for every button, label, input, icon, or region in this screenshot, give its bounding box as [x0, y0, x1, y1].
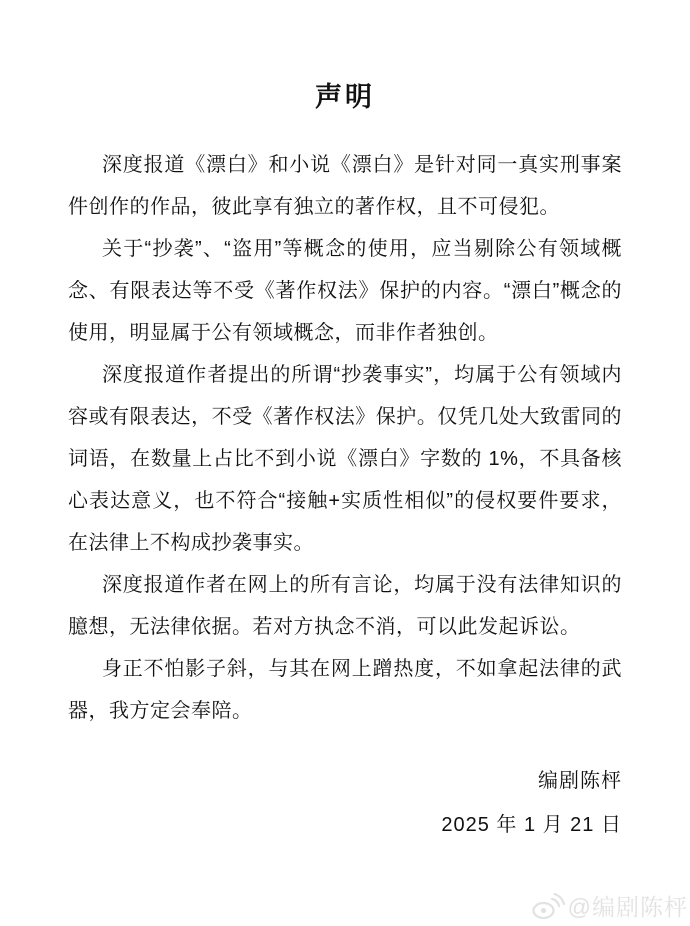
paragraph: 关于“抄袭”、“盗用”等概念的使用，应当剔除公有领域概念、有限表达等不受《著作权法》保护的内容。“漂白”概念的使用，明显属于公有领域概念，而非作者独创。 — [68, 238, 622, 344]
paragraph: 深度报道《漂白》和小说《漂白》是针对同一真实刑事案件创作的作品，彼此享有独立的著作权，且不可侵犯。 — [68, 154, 622, 218]
document-body — [68, 144, 622, 732]
watermark-text: @编剧陈枰 — [567, 894, 688, 920]
watermark — [531, 889, 688, 922]
page-title: 声明 — [315, 82, 375, 112]
paragraph: 身正不怕影子斜，与其在网上蹭热度，不如拿起法律的武器，我方定会奉陪。 — [68, 658, 622, 722]
paragraph: 深度报道作者提出的所谓“抄袭事实”，均属于公有领域内容或有限表达，不受《著作权法》保护。仅凭几处大致雷同的词语，在数量上占比不到小说《漂白》字数的 1%，不具备核心表达意义，也不符合“接触+实质性相似”的侵权要件要求，在法律上不构成抄袭事实。 — [68, 364, 622, 554]
paragraph: 深度报道作者在网上的所有言论，均属于没有法律知识的臆想，无法律依据。若对方执念不消，可以此发起诉讼。 — [68, 574, 622, 638]
date-line: 2025 年 1 月 21 日 — [441, 814, 622, 836]
signature: 编剧陈枰 — [538, 770, 622, 792]
weibo-icon — [531, 892, 565, 920]
